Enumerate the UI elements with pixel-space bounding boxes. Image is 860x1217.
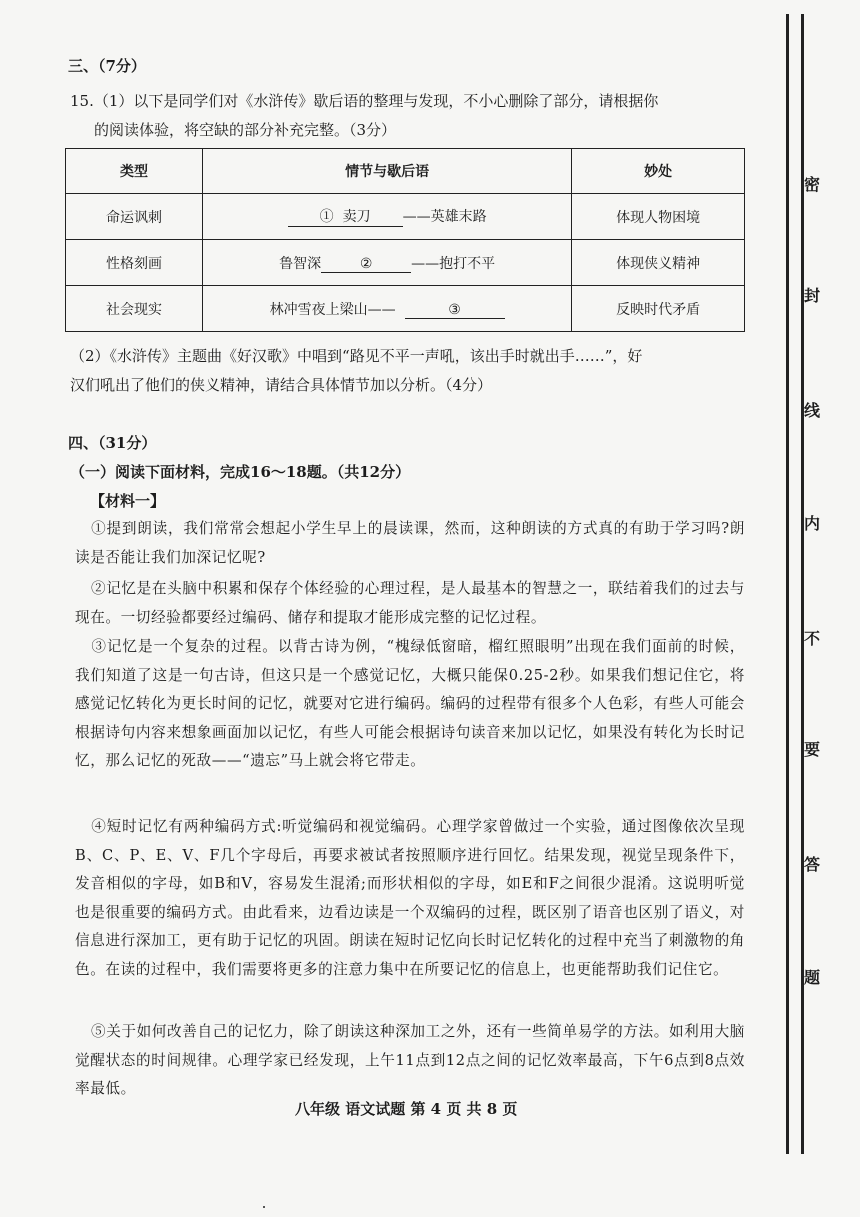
section-3-title: 三、（7分）: [68, 57, 146, 75]
binding-char-4: 内: [803, 514, 820, 533]
row3-plot: [203, 286, 572, 332]
header-benefit: 妙处: [572, 149, 745, 194]
table-row: [66, 194, 745, 240]
row2-type: 性格刻画: [66, 240, 203, 286]
scan-speck: [263, 1206, 265, 1208]
row1-plot: [203, 194, 572, 240]
page-footer: 八年级 语文试题 第 4 页 共 8 页: [295, 1100, 518, 1118]
row3-benefit: 反映时代矛盾: [572, 286, 745, 332]
binding-char-8: 题: [803, 968, 820, 987]
paragraph-1-text: ①提到朗读，我们常常会想起小学生早上的晨读课，然而，这种朗读的方式真的有助于学习吗?朗读是否能让我们加深记忆呢?: [75, 520, 745, 566]
paragraph-3: [75, 633, 745, 776]
paragraph-2: [75, 575, 745, 632]
header-plot: 情节与歇后语: [203, 149, 572, 194]
table-row: [66, 286, 745, 332]
blank-2-marker: ②: [359, 255, 373, 272]
binding-char-6: 要: [803, 740, 820, 759]
blank-1-text: 卖刀: [342, 209, 371, 225]
row3-prefix: 林冲雪夜上梁山——: [269, 301, 396, 318]
row1-suffix: ——英雄末路: [402, 209, 487, 225]
paragraph-5: [75, 1018, 745, 1104]
section-4-sub1: （一）阅读下面材料，完成16～18题。（共12分）: [70, 463, 411, 481]
paragraph-5-text: ⑤关于如何改善自己的记忆力，除了朗读这种深加工之外，还有一些简单易学的方法。如利用大脑觉醒状态的时间规律。心理学家已经发现，上午11点到12点之间的记忆效率最高，下午6点到8点效率最低。: [75, 1023, 745, 1098]
binding-char-7: 答: [803, 855, 820, 874]
binding-char-3: 线: [803, 401, 820, 420]
binding-char-1: 密: [803, 175, 820, 194]
paragraph-4: [75, 813, 745, 985]
row2-prefix: 鲁智深: [279, 255, 322, 272]
binding-char-2: 封: [803, 286, 820, 305]
row2-plot: [203, 240, 572, 286]
paragraph-3-text: ③记忆是一个复杂的过程。以背古诗为例，“槐绿低窗暗，榴红照眼明”出现在我们面前的时候，我们知道了这是一句古诗，但这只是一个感觉记忆，大概只能保0.25-2秒。如果我们想记住它，将感觉记忆转化为更长时间的记忆，就要对它进行编码。编码的过程带有很多个人色彩，有些人可能会根据诗句内容来想象画面加以记忆，有些人可能会根据诗句读音来加以记忆，如果没有转化为长时记忆，那么记忆的死敌——“遗忘”马上就会将它带走。: [75, 638, 745, 770]
blank-1-marker: ①: [319, 209, 334, 225]
blank-1[interactable]: [288, 206, 403, 227]
header-type: 类型: [66, 149, 203, 194]
paragraph-1: [75, 515, 745, 572]
q15-part2-line2: 汉们吼出了他们的侠义精神，请结合具体情节加以分析。（4分）: [70, 376, 493, 394]
q15-part1-line2: 的阅读体验，将空缺的部分补充完整。（3分）: [94, 121, 397, 139]
row2-benefit: 体现侠义精神: [572, 240, 745, 286]
section-4-title: 四、（31分）: [68, 434, 157, 452]
q15-part1-line1: 15.（1）以下是同学们对《水浒传》歇后语的整理与发现，不小心删除了部分，请根据你: [70, 92, 659, 110]
row1-type: 命运讽刺: [66, 194, 203, 240]
paragraph-2-text: ②记忆是在头脑中积累和保存个体经验的心理过程，是人最基本的智慧之一，联结着我们的过去与现在。一切经验都要经过编码、储存和提取才能形成完整的记忆过程。: [75, 580, 745, 626]
blank-2[interactable]: [321, 256, 411, 273]
q15-part2-line1: （2）《水浒传》主题曲《好汉歌》中唱到“路见不平一声吼，该出手时就出手……”，好: [70, 347, 643, 365]
table-row: [66, 240, 745, 286]
row1-benefit: 体现人物困境: [572, 194, 745, 240]
q15-table: [65, 148, 745, 332]
material-label: 【材料一】: [90, 492, 166, 510]
row2-suffix: ——抱打不平: [411, 255, 496, 272]
paragraph-4-text: ④短时记忆有两种编码方式:听觉编码和视觉编码。心理学家曾做过一个实验，通过图像依次呈现B、C、P、E、V、F几个字母后，再要求被试者按照顺序进行回忆。结果发现，视觉呈现条件下，发音相似的字母，如B和V，容易发生混淆;而形状相似的字母，如E和F之间很少混淆。这说明听觉也是很重要的编码方式。由此看来，边看边读是一个双编码的过程，既区别了语音也区别了语义，对信息进行深加工，更有助于记忆的巩固。朗读在短时记忆向长时记忆转化的过程中充当了刺激物的角色。在读的过程中，我们需要将更多的注意力集中在所要记忆的信息上，也更能帮助我们记住它。: [75, 818, 745, 978]
binding-char-5: 不: [803, 629, 820, 648]
blank-3-marker: ③: [448, 301, 461, 318]
blank-3[interactable]: [405, 302, 505, 319]
row3-type: 社会现实: [66, 286, 203, 332]
table-header-row: [66, 149, 745, 194]
